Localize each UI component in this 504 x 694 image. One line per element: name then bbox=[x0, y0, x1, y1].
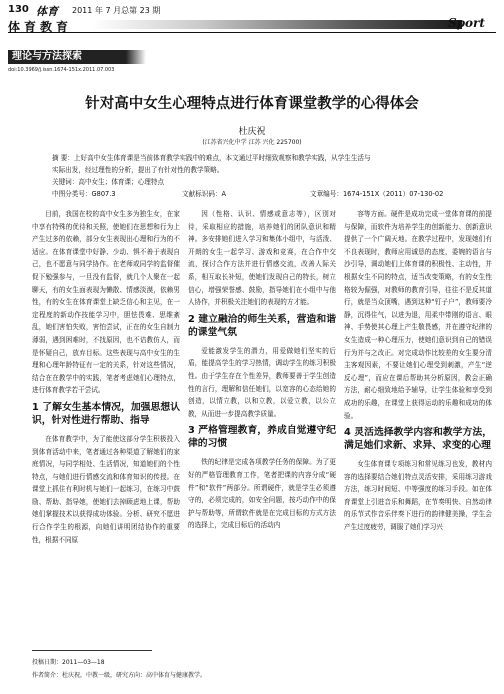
received-date: 投稿日期：2011—03—18 bbox=[32, 659, 105, 666]
section-title: 体育教育 bbox=[8, 20, 73, 34]
article-title: 针对高中女生心理特点进行体育课堂教学的心得体会 bbox=[85, 96, 419, 112]
header-gradient-bar bbox=[92, 20, 462, 29]
paragraph: 铁的纪律是完成各项教学任务的保障。为了更好的严格管理教育工作，笔者把课的内容分成“硬件”和“软件”两部分。所谓硬件，就是学生必须遵守的，必须完成的，如安全问题，按巧动作中的保护与帮助等，所谓软件就是在完成目标的方式方法的选择上，完成目标后的活动内 bbox=[188, 458, 336, 530]
section-heading-1: 1 了解女生基本情况，加强思想认识，针对性进行帮助、指导 bbox=[32, 401, 180, 426]
issue-date: 2011 年 7 月总第 23 期 bbox=[72, 6, 161, 15]
section-heading-2: 2 建立融洽的师生关系，营造和谐的课堂气氛 bbox=[188, 313, 336, 338]
footnote-rule bbox=[32, 650, 152, 651]
paragraph: 容等方面。硬件是成功完成一堂体育课的前提与保障，而软件为培养学生的创新能力、创新意识提供了一个广阔天地。在教学过程中，发现她们有不良表现时，教师应用诚恳的态度，委婉的语言与沙引导，调动她们上体育课的积极性、主动性，并根据女生不同的特点，适当改变策略，有的女生性格较为倔强，对教师的教育引导，往往不是反其道行，就是当众顶嘴，遇到这种“钉子户”，教师要冷静，沉得住气，以进为退，用柔中带刚的语言、眼神、手势使其心理上产生敬畏感，并在遵守纪律的女生造成一种心理压力，使她们意识到自己的错误行为并与之改正。对完成动作比较差的女生要分清主客观因素，不要让她们心理受到刺激，产生“逆反心理”，而应在课后帮助其分析原因，教会正确方法，耐心细致地给予辅导，让学生体验和享受到成功的乐趣，在课堂上获得运动的乐趣和成功的体验。 bbox=[344, 210, 492, 420]
section-title-en: Sport bbox=[448, 16, 485, 30]
article-author: 杜庆祝 bbox=[238, 127, 266, 137]
body-column-1 bbox=[32, 208, 180, 638]
page-number: 130 bbox=[8, 4, 29, 15]
section-heading-4: 4 灵活选择教学内容和教学方法，满足她们求新、求异、求变的心理 bbox=[344, 427, 492, 452]
keywords: 关键词：高中女生；体育课；心理特点 bbox=[52, 178, 165, 186]
abstract-line-2: 实际出发，经过理性的分析，提出了有针对性的教学策略。 bbox=[52, 166, 224, 174]
body-column-3 bbox=[344, 208, 492, 638]
column-tag-fade bbox=[126, 50, 146, 64]
journal-name: 体育 bbox=[36, 5, 58, 18]
paragraph: 目前，我国在校的高中女生多为独生女，在家中享有特殊的优待和关照，使她们在思想和行为上产生过多的依赖，部分女生表现出心理和行为的不适应。在体育课堂中好静、少动、惧不善于表现自己，也不愿意与同学协作。在老师或同学的监督催促下勉强参与，一旦没有监督，就几个人聚在一起聊天，有的女生面表现为懒散、情感淡漠，依赖男性，有的女生在体育课堂上缺乏信心和主见，在一定程度的新动作技能学习中，胆怯畏难、思维紊乱，她们害怕失败，害怕尝试，正在的女生自制力薄弱，遇到困难时，不找原因，也不诘教仿人，而是怀疑自己，放弃目标。这些表现与高中女生的生理和心理年龄特征有一定的关系，针对这些情况，结合在在教学中的实践，笔者考虑她们心理特点，进行体育教学若干尝试。 bbox=[32, 210, 180, 395]
paragraph: 爱能激发学生的潜力，用爱做她们坚实的后盾，能提高学生的学习热情，调动学生的练习积极性。由于学生存在个性差异，教师要善于学生创造性的言行，理解和信任她们，以宽容的心态给她的创造，以情立教，以和立教，以爱立教，以公立教，从而进一步提高教学质量。 bbox=[188, 346, 336, 418]
body-column-2 bbox=[188, 208, 336, 638]
doi: doi:10.3969/j.issn.1674-151x.2011.07.003 bbox=[8, 67, 115, 73]
author-affiliation: (江苏省兴化中学 江苏 兴化 225700) bbox=[202, 139, 302, 146]
header-rule bbox=[8, 32, 496, 33]
author-bio: 作者简介：杜庆祝，中教一级，研究方向：高中体育与健康教学。 bbox=[32, 672, 207, 679]
column-tag: 理论与方法探索 bbox=[8, 50, 126, 64]
document-code: 文献标识码：A bbox=[182, 190, 227, 198]
paragraph: 因（性格、认识、情感或意志等），区别对待，采取相应的措施，培养她们的团队意识和精神。多安排她们进入学习和集体小组中，与活泼、开朗的女生一起学习、游戏和竞赛，在合作中交流，探讨合作方法并进行情感交流，改善人际关系，相互取长补短，使她们发现自己的特长，树立信心，增强荣誉感、鼓励，指导她们在小组中与他人协作，并积极关注她们的表现的方才能。 bbox=[188, 210, 336, 307]
classification-line bbox=[52, 188, 462, 200]
article-number: 文章编号：1674-151X（2011）07-130-02 bbox=[310, 190, 444, 198]
paragraph: 在体育教学中，为了能使这部分学生积极投入到体育活动中来，笔者通过各种渠道了解她们的家庭情况，与同学相处、生活情况，知道她们的个性特点，与她们进行情感交流和体育知识的传授。在课堂上抓住有利时机与她们一起练习，在练习中鼓励、帮助、指导她，使她们去掉顾虑地上课，帮助她们掌握技术以获得成功体验。分析、研究不愿进行合作学生的根源，向她们讲明团结协作的重要性，根据不同原 bbox=[32, 434, 180, 544]
paragraph: 女生体育课专项练习和常见练习也发，教材内容的选择要结合她们特点灵活安排，采用练习游戏方法，练习时间短、中等强度的练习手段。如在体育课堂上引进音乐和舞蹈，在节奏明快、自然动律的乐节式作音乐伴奏下进行的韵律健美操，学生会产生过度疲劳，调服了她们学习兴 bbox=[344, 460, 492, 532]
section-heading-3: 3 严格管理教育，养成自觉遵守纪律的习惯 bbox=[188, 425, 336, 450]
abstract-line-1: 摘 要：上好高中女生体育课是当前体育教学实践中的难点，本文通过平时细致观察和教学实践，从学生生活与 bbox=[52, 154, 371, 162]
classification-number: 中图分类号：G807.3 bbox=[52, 190, 116, 198]
